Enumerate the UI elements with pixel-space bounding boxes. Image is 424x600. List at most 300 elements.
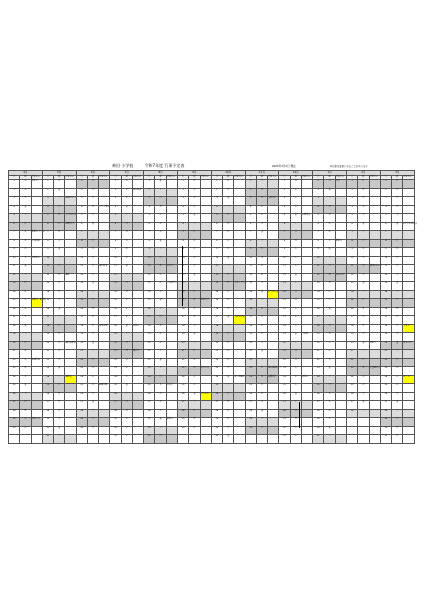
event-cell <box>65 367 76 376</box>
event-cell: プール清掃 <box>99 205 110 214</box>
day-number: 1 <box>42 180 53 189</box>
day-number: 9 <box>42 248 53 257</box>
day-number: 18 <box>144 324 155 333</box>
event-cell <box>335 367 346 376</box>
month-header: 9月 <box>177 171 211 176</box>
event-cell <box>268 265 279 274</box>
event-cell <box>65 418 76 427</box>
event-cell <box>65 392 76 401</box>
day-column-header: 日 <box>211 176 222 180</box>
event-cell: 学習発表会 <box>234 316 245 325</box>
day-number: 4 <box>76 205 87 214</box>
weekday: 火 <box>290 188 301 197</box>
weekday: 月 <box>155 384 166 393</box>
month-header: 2月 <box>346 171 380 176</box>
day-number: 8 <box>211 239 222 248</box>
weekday: 火 <box>256 265 267 274</box>
day-row <box>9 333 415 342</box>
weekday: 金 <box>324 367 335 376</box>
weekday: 月 <box>324 273 335 282</box>
weekday: 火 <box>223 350 234 359</box>
event-cell <box>268 350 279 359</box>
event-cell: 成人の日 <box>335 273 346 282</box>
weekday: 日 <box>155 316 166 325</box>
weekday: 月 <box>223 222 234 231</box>
day-number: 23 <box>76 367 87 376</box>
day-number: 7 <box>9 231 20 240</box>
weekday: 水 <box>324 409 335 418</box>
weekday: 水 <box>121 248 132 257</box>
day-number: 16 <box>279 307 290 316</box>
day-number: 19 <box>42 333 53 342</box>
day-number: 10 <box>110 256 121 265</box>
event-cell <box>31 205 42 214</box>
event-cell <box>132 214 143 223</box>
day-number: 2 <box>76 188 87 197</box>
weekday <box>256 435 267 444</box>
day-number: 20 <box>245 341 256 350</box>
day-number: 27 <box>346 401 357 410</box>
event-cell <box>234 358 245 367</box>
day-number: 11 <box>245 265 256 274</box>
day-number: 15 <box>279 299 290 308</box>
day-number: 2 <box>110 188 121 197</box>
event-cell <box>65 299 76 308</box>
event-cell <box>132 375 143 384</box>
weekday: 水 <box>392 384 403 393</box>
day-number: 16 <box>380 307 391 316</box>
day-number: 7 <box>144 231 155 240</box>
weekday: 木 <box>223 188 234 197</box>
event-cell: 学校閉庁日 <box>166 282 177 291</box>
weekday: 金 <box>290 333 301 342</box>
event-cell <box>301 222 312 231</box>
weekday: 木 <box>324 239 335 248</box>
weekday: 金 <box>189 392 200 401</box>
event-column-header: 行事予定 <box>369 176 380 180</box>
day-number: 19 <box>144 333 155 342</box>
weekday: 日 <box>121 341 132 350</box>
event-cell <box>31 401 42 410</box>
weekday-column-header: 曜 <box>20 176 31 180</box>
weekday: 水 <box>256 333 267 342</box>
event-cell <box>369 316 380 325</box>
day-number: 7 <box>380 231 391 240</box>
day-number: 8 <box>76 239 87 248</box>
month-header: 12月 <box>279 171 313 176</box>
day-number: 27 <box>380 401 391 410</box>
event-cell <box>200 333 211 342</box>
weekday: 金 <box>20 324 31 333</box>
day-number: 4 <box>144 205 155 214</box>
event-cell <box>335 350 346 359</box>
weekday: 日 <box>223 392 234 401</box>
event-cell <box>200 222 211 231</box>
event-cell <box>132 409 143 418</box>
month-header: 1月 <box>313 171 347 176</box>
day-number: 3 <box>110 197 121 206</box>
event-cell <box>335 316 346 325</box>
event-cell <box>132 256 143 265</box>
weekday: 月 <box>121 409 132 418</box>
event-cell <box>268 358 279 367</box>
event-cell: 天皇誕生日 <box>369 367 380 376</box>
weekday: 日 <box>290 290 301 299</box>
day-number: 4 <box>279 205 290 214</box>
weekday: 土 <box>223 265 234 274</box>
weekday: 土 <box>87 350 98 359</box>
weekday: 水 <box>121 426 132 435</box>
day-number: 23 <box>9 367 20 376</box>
day-number: 9 <box>245 248 256 257</box>
weekday: 日 <box>223 333 234 342</box>
weekday: 木 <box>358 214 369 223</box>
day-number: 25 <box>346 384 357 393</box>
day-number: 17 <box>346 316 357 325</box>
weekday: 金 <box>87 401 98 410</box>
weekday: 水 <box>324 231 335 240</box>
day-number: 16 <box>144 307 155 316</box>
weekday: 木 <box>189 205 200 214</box>
weekday: 木 <box>324 418 335 427</box>
day-number: 22 <box>9 358 20 367</box>
event-cell <box>335 341 346 350</box>
weekday: 月 <box>256 316 267 325</box>
event-cell <box>132 358 143 367</box>
event-cell <box>99 350 110 359</box>
event-cell <box>403 418 415 427</box>
weekday: 日 <box>392 239 403 248</box>
day-number: 18 <box>313 324 324 333</box>
day-number: 22 <box>76 358 87 367</box>
event-cell: 参観日・懇談会 <box>31 299 42 308</box>
weekday: 金 <box>54 367 65 376</box>
day-number: 25 <box>313 384 324 393</box>
day-number: 12 <box>144 273 155 282</box>
weekday: 金 <box>121 384 132 393</box>
weekday: 月 <box>324 214 335 223</box>
event-cell <box>166 307 177 316</box>
event-cell <box>99 307 110 316</box>
day-number: 28 <box>313 409 324 418</box>
event-cell <box>301 418 312 427</box>
event-cell <box>99 290 110 299</box>
event-cell: 運動会 <box>65 375 76 384</box>
day-number: 16 <box>245 307 256 316</box>
weekday: 金 <box>290 273 301 282</box>
weekday: 月 <box>155 205 166 214</box>
day-number <box>346 426 357 435</box>
event-cell <box>403 401 415 410</box>
event-cell <box>65 435 76 444</box>
day-number: 2 <box>245 188 256 197</box>
event-cell <box>132 273 143 282</box>
weekday: 日 <box>358 239 369 248</box>
day-number: 15 <box>9 299 20 308</box>
event-cell <box>369 384 380 393</box>
day-number: 20 <box>177 341 188 350</box>
day-number: 26 <box>144 392 155 401</box>
event-cell <box>132 341 143 350</box>
weekday: 月 <box>392 307 403 316</box>
event-cell <box>166 256 177 265</box>
event-cell <box>268 273 279 282</box>
event-cell <box>31 282 42 291</box>
day-number: 6 <box>9 222 20 231</box>
weekday: 水 <box>392 324 403 333</box>
weekday: 金 <box>20 205 31 214</box>
day-number: 9 <box>211 248 222 257</box>
weekday: 火 <box>54 282 65 291</box>
weekday: 月 <box>392 426 403 435</box>
day-number: 25 <box>279 384 290 393</box>
day-number: 10 <box>144 256 155 265</box>
event-cell <box>301 256 312 265</box>
event-cell <box>369 188 380 197</box>
weekday: 火 <box>392 316 403 325</box>
day-number: 25 <box>211 384 222 393</box>
weekday: 水 <box>189 197 200 206</box>
event-cell <box>234 273 245 282</box>
event-cell <box>31 307 42 316</box>
event-cell <box>132 333 143 342</box>
day-number: 2 <box>380 188 391 197</box>
weekday <box>358 418 369 427</box>
day-number: 22 <box>42 358 53 367</box>
schedule-sheet <box>8 170 418 437</box>
day-number: 29 <box>211 418 222 427</box>
day-number: 13 <box>346 282 357 291</box>
weekday: 木 <box>358 273 369 282</box>
weekday: 木 <box>189 265 200 274</box>
weekday: 水 <box>358 384 369 393</box>
event-cell: 6年生を送る会 <box>403 222 415 231</box>
day-number: 14 <box>346 290 357 299</box>
day-column-header: 日 <box>245 176 256 180</box>
weekday: 月 <box>87 307 98 316</box>
day-number: 7 <box>76 231 87 240</box>
event-cell <box>234 435 245 444</box>
day-number: 19 <box>380 333 391 342</box>
weekday: 月 <box>358 367 369 376</box>
weekday: 土 <box>324 197 335 206</box>
day-number: 12 <box>211 273 222 282</box>
weekday: 月 <box>392 188 403 197</box>
weekday: 金 <box>324 248 335 257</box>
event-cell <box>99 418 110 427</box>
day-number: 20 <box>9 341 20 350</box>
day-number: 6 <box>177 222 188 231</box>
day-number: 5 <box>279 214 290 223</box>
weekday: 水 <box>20 248 31 257</box>
event-cell: 文化の日 <box>268 197 279 206</box>
day-row <box>9 324 415 333</box>
day-row <box>9 384 415 393</box>
day-number: 17 <box>245 316 256 325</box>
day-number: 29 <box>144 418 155 427</box>
event-cell <box>200 358 211 367</box>
day-number: 9 <box>346 248 357 257</box>
day-number: 6 <box>380 222 391 231</box>
day-number: 11 <box>380 265 391 274</box>
day-number: 24 <box>211 375 222 384</box>
weekday: 火 <box>290 248 301 257</box>
weekday: 日 <box>54 384 65 393</box>
weekday: 金 <box>290 392 301 401</box>
event-cell <box>403 180 415 189</box>
event-cell <box>166 350 177 359</box>
weekday: 木 <box>223 426 234 435</box>
day-number: 9 <box>9 248 20 257</box>
day-number: 6 <box>346 222 357 231</box>
weekday: 木 <box>155 409 166 418</box>
weekday: 木 <box>54 180 65 189</box>
event-cell <box>65 350 76 359</box>
day-number: 30 <box>380 426 391 435</box>
event-cell <box>132 384 143 393</box>
weekday: 土 <box>324 435 335 444</box>
weekday: 月 <box>324 392 335 401</box>
event-cell <box>99 197 110 206</box>
header-note: ※行事は変更になることがあります <box>330 165 368 168</box>
schedule-table <box>8 170 418 444</box>
day-row <box>9 401 415 410</box>
event-cell <box>65 316 76 325</box>
weekday: 水 <box>54 350 65 359</box>
weekday: 月 <box>290 358 301 367</box>
event-cell <box>369 231 380 240</box>
event-cell <box>335 231 346 240</box>
weekday: 土 <box>189 222 200 231</box>
weekday: 金 <box>358 282 369 291</box>
event-cell: 家庭訪問 <box>31 358 42 367</box>
day-number: 29 <box>245 418 256 427</box>
weekday: 日 <box>20 341 31 350</box>
event-cell <box>369 222 380 231</box>
event-cell <box>166 409 177 418</box>
day-number: 15 <box>313 299 324 308</box>
weekday: 金 <box>121 324 132 333</box>
event-cell <box>335 214 346 223</box>
day-number: 2 <box>279 188 290 197</box>
event-cell <box>369 324 380 333</box>
column-divider <box>182 246 183 306</box>
weekday: 土 <box>223 384 234 393</box>
event-cell <box>403 367 415 376</box>
weekday: 木 <box>256 341 267 350</box>
weekday: 月 <box>256 256 267 265</box>
weekday: 月 <box>189 180 200 189</box>
event-cell <box>166 426 177 435</box>
weekday: 月 <box>20 290 31 299</box>
day-number: 25 <box>42 384 53 393</box>
event-cell <box>234 341 245 350</box>
day-number: 8 <box>110 239 121 248</box>
day-number: 14 <box>144 290 155 299</box>
event-cell <box>132 231 143 240</box>
day-column-header: 日 <box>346 176 357 180</box>
weekday: 木 <box>223 248 234 257</box>
day-number: 13 <box>245 282 256 291</box>
weekday: 日 <box>87 239 98 248</box>
weekday: 水 <box>20 426 31 435</box>
month-header: 11月 <box>245 171 279 176</box>
day-number: 3 <box>211 197 222 206</box>
day-number: 2 <box>144 188 155 197</box>
weekday: 水 <box>358 265 369 274</box>
event-cell <box>65 180 76 189</box>
event-cell <box>99 333 110 342</box>
day-number: 12 <box>110 273 121 282</box>
event-cell <box>200 307 211 316</box>
event-cell <box>369 239 380 248</box>
event-cell <box>200 426 211 435</box>
day-number: 21 <box>177 350 188 359</box>
event-cell <box>268 426 279 435</box>
event-cell <box>99 231 110 240</box>
day-number: 28 <box>245 409 256 418</box>
event-cell <box>301 188 312 197</box>
event-cell <box>335 282 346 291</box>
day-row <box>9 273 415 282</box>
day-number: 30 <box>177 426 188 435</box>
weekday: 月 <box>290 418 301 427</box>
day-number: 23 <box>42 367 53 376</box>
weekday: 土 <box>155 307 166 316</box>
day-number: 21 <box>76 350 87 359</box>
event-column-header: 行事予定 <box>301 176 312 180</box>
weekday: 火 <box>189 307 200 316</box>
event-cell <box>268 307 279 316</box>
event-cell <box>335 392 346 401</box>
weekday: 水 <box>20 188 31 197</box>
weekday: 土 <box>20 214 31 223</box>
day-number: 2 <box>211 188 222 197</box>
event-cell <box>200 256 211 265</box>
day-number: 6 <box>42 222 53 231</box>
event-cell <box>99 426 110 435</box>
event-cell <box>99 180 110 189</box>
weekday: 水 <box>290 316 301 325</box>
day-number: 26 <box>177 392 188 401</box>
event-cell <box>200 214 211 223</box>
day-number: 5 <box>211 214 222 223</box>
event-cell <box>301 341 312 350</box>
event-cell <box>234 426 245 435</box>
event-cell <box>234 214 245 223</box>
day-number: 13 <box>9 282 20 291</box>
event-cell <box>403 290 415 299</box>
day-number: 28 <box>279 409 290 418</box>
day-number: 28 <box>42 409 53 418</box>
day-number: 4 <box>42 205 53 214</box>
weekday: 日 <box>223 273 234 282</box>
weekday: 土 <box>155 367 166 376</box>
event-cell <box>268 401 279 410</box>
weekday: 土 <box>290 282 301 291</box>
day-number: 23 <box>211 367 222 376</box>
event-cell <box>166 231 177 240</box>
event-cell <box>31 375 42 384</box>
weekday: 火 <box>121 358 132 367</box>
day-number: 8 <box>245 239 256 248</box>
weekday: 火 <box>223 231 234 240</box>
weekday-column-header: 曜 <box>324 176 335 180</box>
day-number: 3 <box>279 197 290 206</box>
event-cell <box>403 256 415 265</box>
weekday: 土 <box>392 290 403 299</box>
day-number: 12 <box>279 273 290 282</box>
